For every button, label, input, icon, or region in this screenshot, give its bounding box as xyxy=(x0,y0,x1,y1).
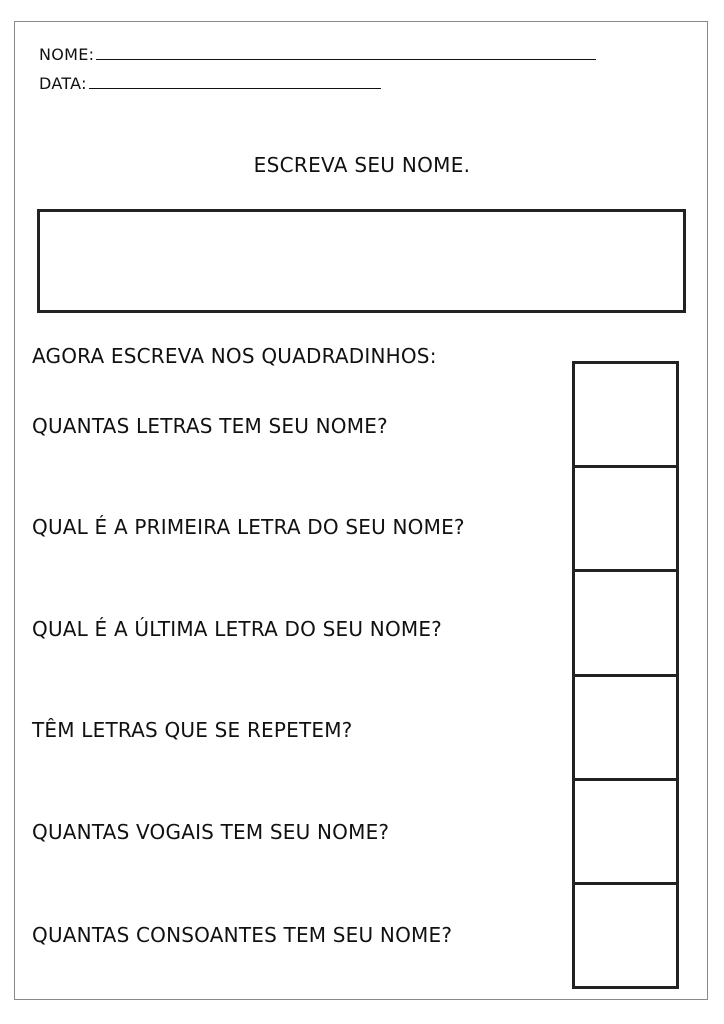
answer-box-consonant-count[interactable] xyxy=(575,885,676,986)
answer-box-first-letter[interactable] xyxy=(575,468,676,572)
date-field[interactable] xyxy=(39,74,381,93)
name-label: NOME: xyxy=(39,45,95,64)
name-blank-line[interactable] xyxy=(96,45,596,60)
question-repeated-letters: TÊM LETRAS QUE SE REPETEM? xyxy=(32,718,353,742)
answer-box-letter-count[interactable] xyxy=(575,364,676,468)
name-writing-box[interactable] xyxy=(37,209,686,313)
answer-boxes xyxy=(572,361,679,989)
question-first-letter: QUAL É A PRIMEIRA LETRA DO SEU NOME? xyxy=(32,515,465,539)
instruction-title: ESCREVA SEU NOME. xyxy=(253,153,471,177)
subtitle: AGORA ESCREVA NOS QUADRADINHOS: xyxy=(32,344,437,368)
answer-box-vowel-count[interactable] xyxy=(575,781,676,885)
answer-box-last-letter[interactable] xyxy=(575,572,676,676)
question-letter-count: QUANTAS LETRAS TEM SEU NOME? xyxy=(32,414,388,438)
date-label: DATA: xyxy=(39,74,87,93)
answer-box-repeated-letters[interactable] xyxy=(575,677,676,781)
question-consonant-count: QUANTAS CONSOANTES TEM SEU NOME? xyxy=(32,923,453,947)
date-blank-line[interactable] xyxy=(89,74,381,89)
name-field[interactable] xyxy=(39,45,596,64)
question-last-letter: QUAL É A ÚLTIMA LETRA DO SEU NOME? xyxy=(32,617,442,641)
question-vowel-count: QUANTAS VOGAIS TEM SEU NOME? xyxy=(32,820,390,844)
